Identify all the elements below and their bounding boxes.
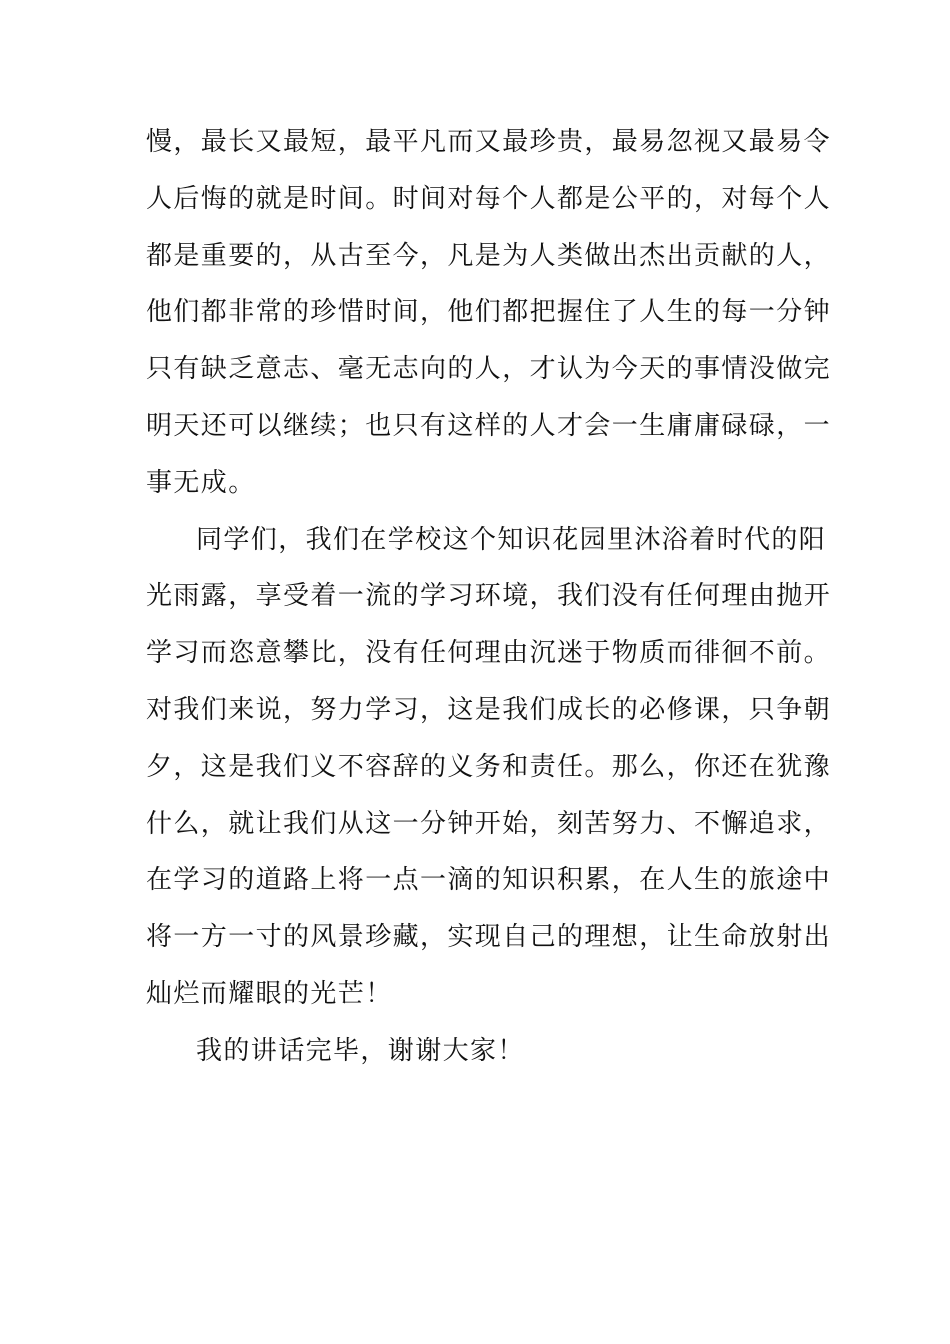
text-line: 光雨露，享受着一流的学习环境，我们没有任何理由抛开 (146, 581, 832, 612)
text-line: 慢，最长又最短，最平凡而又最珍贵，最易忽视又最易令 (146, 127, 832, 157)
text-line: 同学们，我们在学校这个知识花园里沐浴着时代的阳 (196, 524, 827, 555)
text-line: 只有缺乏意志、毫无志向的人，才认为今天的事情没做完 (146, 354, 832, 385)
text-line: 我的讲话完毕，谢谢大家！ (196, 1035, 525, 1066)
text-line: 灿烂而耀眼的光芒！ (146, 978, 393, 1009)
text-line: 夕，这是我们义不容辞的义务和责任。那么，你还在犹豫 (146, 751, 832, 782)
text-line: 人后悔的就是时间。时间对每个人都是公平的，对每个人 (146, 183, 832, 214)
text-line: 什么，就让我们从这一分钟开始，刻苦努力、不懈追求， (146, 808, 832, 839)
text-line: 对我们来说，努力学习，这是我们成长的必修课，只争朝 (146, 694, 832, 725)
text-line: 在学习的道路上将一点一滴的知识积累，在人生的旅途中 (146, 865, 832, 896)
text-line: 都是重要的，从古至今，凡是为人类做出杰出贡献的人， (146, 240, 832, 271)
text-line: 学习而恣意攀比，没有任何理由沉迷于物质而徘徊不前。 (146, 638, 832, 669)
text-line: 他们都非常的珍惜时间，他们都把握住了人生的每一分钟 (146, 297, 832, 328)
paragraph-students (146, 512, 832, 1023)
paragraph-time (146, 114, 832, 512)
text-line: 事无成。 (146, 467, 256, 498)
text-line: 明天还可以继续；也只有这样的人才会一生庸庸碌碌，一 (146, 410, 832, 441)
paragraph-closing (146, 1023, 816, 1080)
text-line: 将一方一寸的风景珍藏，实现自己的理想，让生命放射出 (146, 922, 832, 953)
document-body (146, 114, 832, 1080)
